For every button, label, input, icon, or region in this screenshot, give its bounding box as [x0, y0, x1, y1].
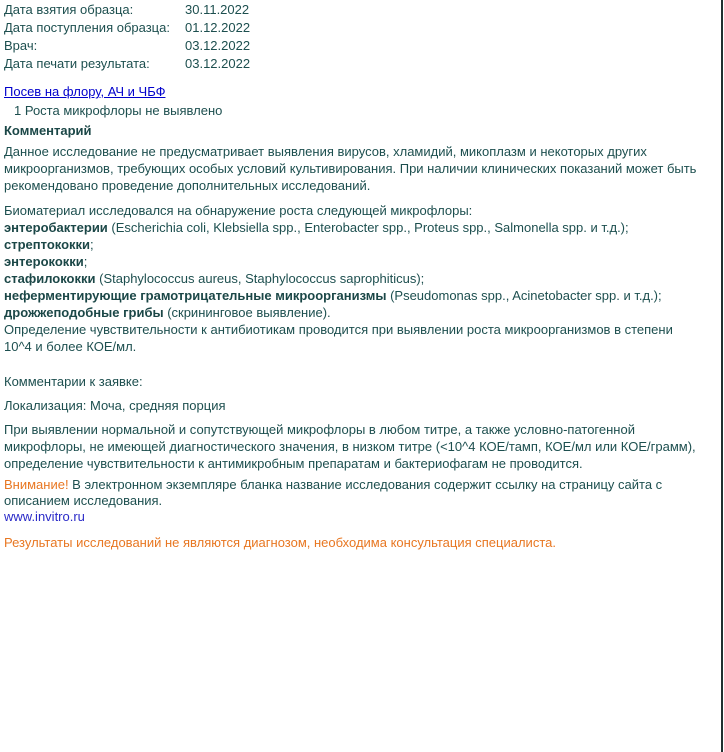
disclaimer-line: Результаты исследований не являются диагнозом, необходима консультация специалиста.: [4, 535, 556, 550]
flora-name: дрожжеподобные грибы: [4, 305, 164, 320]
flora-item: [4, 287, 698, 304]
date-value: 01.12.2022: [185, 20, 251, 35]
test-result: 1 Роста микрофлоры не выявлено: [14, 103, 223, 118]
flora-intro: Биоматериал исследовался на обнаружение роста следующей микрофлоры:: [4, 203, 473, 218]
attention-label: Внимание!: [4, 477, 69, 492]
flora-name: стафилококки: [4, 271, 96, 286]
request-comments-title: Комментарии к заявке:: [4, 374, 143, 389]
flora-name: стрептококки: [4, 237, 91, 252]
date-value: 30.11.2022: [185, 2, 250, 17]
flora-item: [4, 270, 698, 287]
flora-name: энтеробактерии: [4, 220, 108, 235]
flora-item: [4, 236, 698, 253]
comment-title: Комментарий: [4, 123, 92, 138]
comment-paragraph: Данное исследование не предусматривает выявления вирусов, хламидий, микоплазм и некоторых других микроорганизмов, требующих особых условий культивирования. При наличии клинических показаний может быть рекомендовано проведение дополнительных исследований.: [4, 144, 697, 193]
sample-dates-block: [4, 1, 698, 73]
date-row: [4, 55, 698, 73]
attention-text: В электронном экземпляре бланка название исследования содержит ссылку на страницу сайта с описанием исследования.: [4, 477, 663, 508]
date-row: [4, 37, 698, 55]
date-row: [4, 1, 698, 19]
flora-name: неферментирующие грамотрицательные микроорганизмы: [4, 288, 387, 303]
flora-name: энтерококки: [4, 254, 84, 269]
flora-list: [4, 219, 698, 321]
date-row: [4, 19, 698, 37]
flora-detail: (Escherichia coli, Klebsiella spp., Enterobacter spp., Proteus spp., Salmonella spp. и т.д.);: [107, 220, 629, 235]
date-label: Дата печати результата:: [4, 56, 150, 71]
date-value: 03.12.2022: [185, 56, 251, 71]
date-label: Дата поступления образца:: [4, 20, 170, 35]
test-name-link[interactable]: Посев на флору, АЧ и ЧБФ: [4, 84, 166, 99]
flora-detail: ;: [90, 237, 94, 252]
date-label: Дата взятия образца:: [4, 2, 134, 17]
date-value: 03.12.2022: [185, 38, 251, 53]
flora-detail: ;: [83, 254, 88, 269]
localization-line: Локализация: Моча, средняя порция: [4, 398, 226, 413]
date-label: Врач:: [4, 38, 38, 53]
flora-item: [4, 253, 698, 270]
low-titre-note: При выявлении нормальной и сопутствующей микрофлоры в любом титре, а также условно-патогенной микрофлоры, не имеющей диагностического значения, в низком титре (<10^4 КОЕ/тамп, КОЕ/мл или КОЕ/грамм), определение чувствительности к антимикробным препаратам и бактериофагам не проводится.: [4, 422, 696, 471]
flora-detail: (Pseudomonas spp., Acinetobacter spp. и т.д.);: [386, 288, 662, 303]
flora-detail: (скрининговое выявление).: [163, 305, 331, 320]
invitro-site-link[interactable]: www.invitro.ru: [4, 509, 85, 524]
antibiotic-sensitivity-note: Определение чувствительности к антибиотикам проводится при выявлении роста микроорганизмов в степени 10^4 и более КОЕ/мл.: [4, 322, 673, 354]
flora-detail: (Staphylococcus aureus, Staphylococcus saprophiticus);: [95, 271, 425, 286]
page-right-border: [721, 0, 723, 752]
attention-paragraph: [4, 477, 698, 509]
flora-item: [4, 304, 698, 321]
flora-item: [4, 219, 698, 236]
